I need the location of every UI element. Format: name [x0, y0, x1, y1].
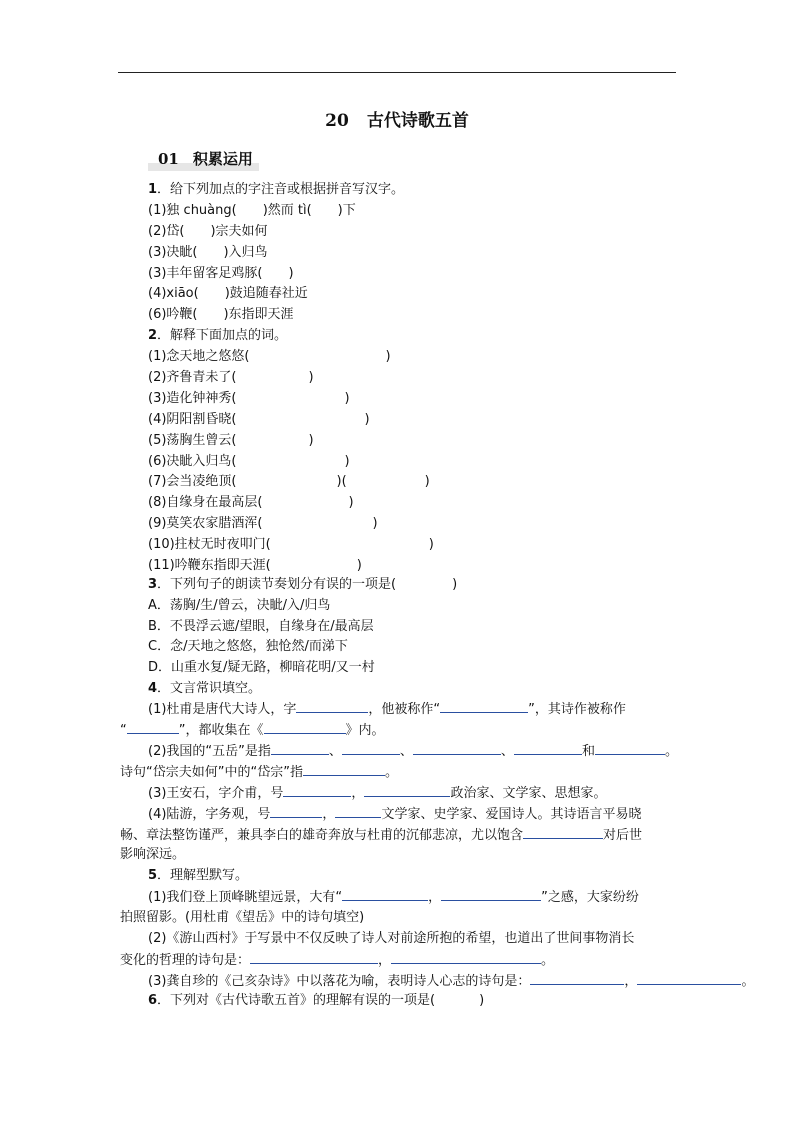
answer-blank[interactable]	[391, 951, 541, 964]
q2-item	[148, 494, 354, 512]
q3-stem	[148, 576, 457, 594]
q2-close: )	[308, 433, 314, 448]
answer-blank[interactable]	[264, 721, 346, 734]
q3-close: )	[452, 577, 458, 592]
q4-p2	[148, 742, 678, 761]
q4-text: 。	[664, 744, 678, 759]
q2-close: )	[372, 516, 378, 531]
q2-close: )	[344, 391, 350, 406]
answer-blank[interactable]	[342, 742, 400, 755]
q1-stem-text: ．给下列加点的字注音或根据拼音写汉字。	[157, 182, 405, 197]
q4-text: “	[120, 723, 127, 738]
q2-close: )	[364, 412, 370, 427]
q1-item: (3)丰年留客足鸡豚( )	[148, 266, 294, 281]
q4-text: 文学家、史学家、爱国诗人。其诗语言平易晓	[381, 807, 642, 822]
answer-blank[interactable]	[335, 805, 381, 818]
q5-text: (3)龚自珍的《己亥杂诗》中以落花为喻，表明诗人心志的诗句是：	[148, 974, 531, 989]
q4-p4-end: 影响深远。	[120, 847, 186, 862]
q4-p4-cont	[120, 826, 642, 845]
section-heading	[148, 148, 259, 171]
q4-text: 》内。	[345, 723, 385, 738]
q4-text: 、	[328, 744, 342, 759]
q5-p2: (2)《游山西村》于写景中不仅反映了诗人对前途所抱的希望，也道出了世间事物消长	[148, 931, 635, 946]
answer-blank[interactable]	[441, 888, 541, 901]
q2-item-text: (9)莫笑农家腊酒浑(	[148, 516, 263, 531]
q1-item: (4)xiāo( )鼓追随春社近	[148, 286, 308, 301]
q2-item	[148, 557, 362, 575]
answer-blank[interactable]	[303, 763, 385, 776]
q5-text: 变化的哲理的诗句是：	[120, 953, 251, 968]
header-rule	[118, 72, 676, 73]
answer-blank[interactable]	[250, 951, 378, 964]
q5-text: ，	[428, 890, 442, 905]
answer-blank[interactable]	[440, 700, 528, 713]
q4-text: (2)我国的“五岳”是指	[148, 744, 271, 759]
q2-item	[148, 515, 378, 533]
q3-option-c: C．念/天地之悠悠，独怆然/而涕下	[148, 639, 348, 654]
answer-blank[interactable]	[530, 972, 624, 985]
lesson-title	[0, 106, 794, 131]
q6-close: )	[479, 993, 485, 1008]
q3-option-b: B．不畏浮云遮/望眼，自缘身在/最高层	[148, 619, 374, 634]
q2-number: 2	[148, 328, 158, 343]
q2-stem-text: ．解释下面加点的词。	[157, 328, 288, 343]
answer-blank[interactable]	[270, 805, 322, 818]
section-number: 01	[158, 150, 179, 168]
q3-option-a: A．荡胸/生/曾云，决眦/入/归鸟	[148, 598, 331, 613]
q2-close: )	[308, 370, 314, 385]
answer-blank[interactable]	[514, 742, 582, 755]
q2-stem	[148, 327, 287, 345]
q5-p3	[148, 972, 754, 991]
q5-text: ，	[378, 953, 392, 968]
q4-p3	[148, 784, 606, 803]
section-title: 积累运用	[192, 150, 253, 168]
q2-item-text: (11)吟鞭东指即天涯(	[148, 558, 271, 573]
q4-p2-cont	[120, 763, 398, 782]
answer-blank[interactable]	[296, 700, 368, 713]
q4-stem	[148, 680, 261, 698]
q2-item-text: (8)自缘身在最高层(	[148, 495, 263, 510]
q3-stem-text: ．下列句子的朗读节奏划分有误的一项是(	[157, 577, 397, 592]
q2-item-text: (7)会当凌绝顶(	[148, 474, 237, 489]
q6-stem	[148, 992, 484, 1010]
q5-text: ”之感，大家纷纷	[541, 890, 639, 905]
q4-text: (1)杜甫是唐代大诗人，字	[148, 702, 297, 717]
answer-blank[interactable]	[127, 721, 179, 734]
q4-text: ”，其诗作被称作	[528, 702, 626, 717]
q4-text: 政治家、文学家、思想家。	[450, 786, 607, 801]
q5-text: (1)我们登上顶峰眺望远景，大有“	[148, 890, 343, 905]
lesson-title-text: 古代诗歌五首	[366, 111, 469, 131]
answer-blank[interactable]	[342, 888, 428, 901]
q4-text: ”，都收集在《	[178, 723, 264, 738]
q2-item-text: (6)决眦入归鸟(	[148, 454, 237, 469]
q2-close: )	[428, 537, 434, 552]
q2-item-text: (10)拄杖无时夜叩门(	[148, 537, 271, 552]
q2-item-text: (2)齐鲁青未了(	[148, 370, 237, 385]
q5-stem-text: ．理解型默写。	[157, 868, 249, 883]
q5-text: 。	[741, 974, 755, 989]
answer-blank[interactable]	[271, 742, 329, 755]
q4-text: 。	[384, 765, 398, 780]
q4-text: ，他被称作“	[368, 702, 441, 717]
q6-number: 6	[148, 993, 158, 1008]
q2-close: )	[424, 474, 430, 489]
q2-item	[148, 473, 430, 491]
q1-item: (3)决眦( )入归鸟	[148, 245, 268, 260]
q4-text: (3)王安石，字介甫，号	[148, 786, 284, 801]
q2-item	[148, 453, 350, 471]
q5-p1	[148, 888, 639, 907]
q2-item-text: (5)荡胸生曾云(	[148, 433, 237, 448]
q1-stem	[148, 181, 404, 199]
q1-item: (6)吟鞭( )东指即天涯	[148, 307, 294, 322]
q2-item	[148, 369, 314, 387]
q3-option-d: D．山重水复/疑无路，柳暗花明/又一村	[148, 660, 375, 675]
q5-p1-note: 拍照留影。(用杜甫《望岳》中的诗句填空)	[120, 910, 365, 925]
q2-item	[148, 536, 434, 554]
q4-text: (4)陆游，字务观，号	[148, 807, 271, 822]
q3-number: 3	[148, 577, 158, 592]
q2-close: )	[344, 454, 350, 469]
q1-item: (1)独 chuàng( )然而 tì( )下	[148, 203, 356, 218]
q5-text: 。	[541, 953, 555, 968]
q2-item	[148, 432, 314, 450]
q2-item	[148, 411, 370, 429]
q4-text: ，	[322, 807, 336, 822]
q4-number: 4	[148, 681, 158, 696]
q2-close: )	[385, 349, 391, 364]
q4-text: 诗句“岱宗夫如何”中的“岱宗”指	[120, 765, 303, 780]
answer-blank[interactable]	[523, 826, 603, 839]
q4-text: 、	[500, 744, 514, 759]
q4-p4	[148, 805, 641, 824]
q2-mid: )(	[336, 474, 347, 489]
q4-p1	[148, 700, 626, 719]
q2-item-text: (3)造化钟神秀(	[148, 391, 237, 406]
answer-blank[interactable]	[637, 972, 741, 985]
answer-blank[interactable]	[283, 784, 351, 797]
answer-blank[interactable]	[413, 742, 501, 755]
q4-text: 和	[581, 744, 595, 759]
q4-text: ，	[351, 786, 365, 801]
q4-text: 畅、章法整饬谨严，兼具李白的雄奇奔放与杜甫的沉郁悲凉，尤以饱含	[120, 828, 524, 843]
q5-stem	[148, 867, 248, 885]
q5-number: 5	[148, 868, 158, 883]
q4-text: 、	[399, 744, 413, 759]
q4-text: 对后世	[603, 828, 643, 843]
q2-item-text: (4)阴阳割昏晓(	[148, 412, 237, 427]
answer-blank[interactable]	[364, 784, 450, 797]
q2-item	[148, 390, 350, 408]
q2-item-text: (1)念天地之悠悠(	[148, 349, 250, 364]
q1-item: (2)岱( )宗夫如何	[148, 224, 268, 239]
q5-p2-cont	[120, 951, 554, 970]
answer-blank[interactable]	[595, 742, 665, 755]
q1-number: 1	[148, 182, 158, 197]
q2-item	[148, 348, 391, 366]
q2-close: )	[356, 558, 362, 573]
q2-close: )	[348, 495, 354, 510]
q4-p1-cont	[120, 721, 385, 740]
q6-stem-text: ．下列对《古代诗歌五首》的理解有误的一项是(	[157, 993, 436, 1008]
lesson-number: 20	[325, 111, 349, 131]
q4-stem-text: ．文言常识填空。	[157, 681, 262, 696]
q5-text: ，	[624, 974, 638, 989]
